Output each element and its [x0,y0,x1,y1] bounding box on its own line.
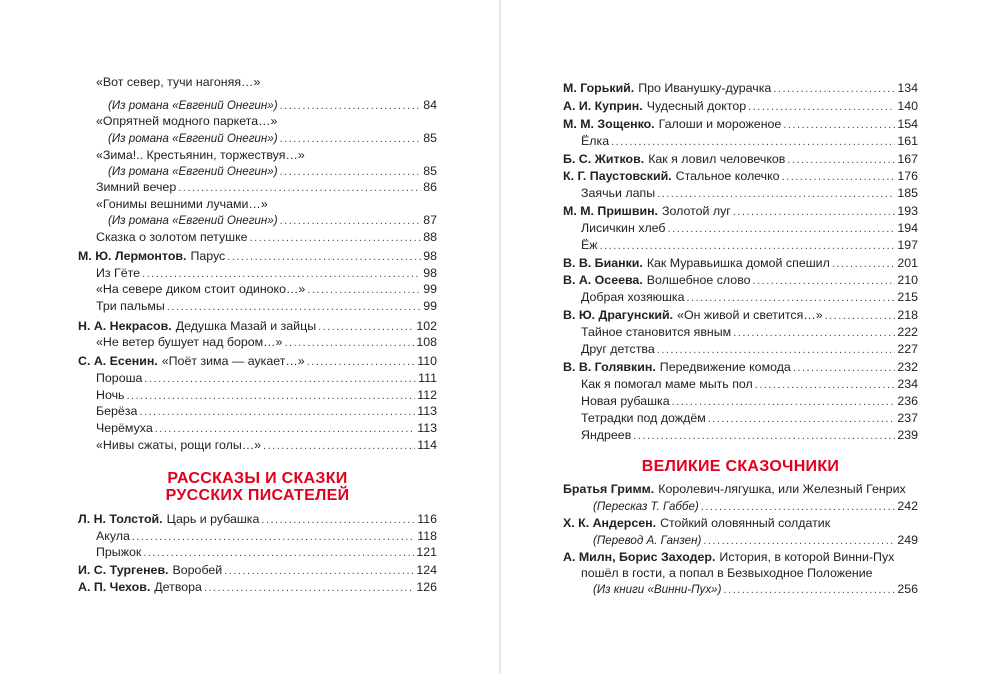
toc-entry[interactable]: С. А. Есенин. «Поёт зима — аукает…» ..... 110 [78,352,437,370]
page-number: 134 [897,81,918,95]
page-number: 218 [897,308,918,322]
page-number: 121 [416,545,437,559]
dot-leader [143,544,414,562]
page-number: 87 [423,213,437,227]
page-number: 110 [417,354,437,368]
toc-entry[interactable]: Ёж ..... 197 [563,236,918,254]
toc-entry[interactable]: (Пересказ Т. Габбе) ..... 242 [563,497,918,515]
page-number: 118 [417,529,437,543]
toc-entry[interactable]: Три пальмы ..... 99 [78,297,437,315]
dot-leader [748,98,895,116]
toc-entry[interactable]: «Нивы сжаты, рощи голы…» ..... 114 [78,436,437,454]
toc-entry[interactable]: М. Горький. Про Иванушку-дурачка ..... 134 [563,79,918,97]
toc-entry[interactable]: М. Ю. Лермонтов. Парус ..... 98 [78,247,437,265]
page-number: 116 [417,512,437,526]
page-number: 256 [897,582,918,596]
dot-leader [723,581,895,599]
page-number: 140 [897,99,918,113]
page-number: 197 [897,238,918,252]
dot-leader [250,229,422,247]
page-number: 126 [416,580,437,594]
page-number: 108 [416,335,437,349]
toc-entry[interactable]: М. М. Зощенко. Галоши и мороженое ..... 154 [563,115,918,133]
page-number: 98 [423,266,437,280]
toc-entry[interactable]: Заячьи лапы ..... 185 [563,184,918,202]
toc-entry[interactable]: Л. Н. Толстой. Царь и рубашка ..... 116 [78,510,437,528]
dot-leader [600,237,896,255]
page-number: 85 [423,164,437,178]
toc-entry[interactable]: Берёза ..... 113 [78,402,437,420]
toc-entry[interactable]: Как я помогал маме мыть пол ..... 234 [563,375,918,393]
page-number: 102 [416,319,437,333]
page-number: 249 [897,533,918,547]
author-name: Х. К. Андерсен. [563,516,657,530]
page-number: 227 [897,342,918,356]
toc-entry[interactable]: «Зима!.. Крестьянин, торжествуя…» [96,148,305,162]
page-number: 167 [897,152,918,166]
page-number: 98 [423,249,437,263]
page-number: 176 [897,169,918,183]
toc-entry[interactable]: К. Г. Паустовский. Стальное колечко ..... 176 [563,167,918,185]
toc-entry[interactable]: Акула ..... 118 [78,527,437,545]
toc-entry[interactable]: «Вот север, тучи нагоняя…» [96,75,261,89]
toc-entry[interactable]: Сказка о золотом петушке ..... 88 [78,228,437,246]
toc-entry[interactable]: пошёл в гости, а попал в Безвыходное Положение [581,566,873,580]
toc-entry[interactable]: (Из романа «Евгений Онегин») ..... 85 [78,129,437,147]
page-spine [499,0,501,673]
toc-entry[interactable]: Ёлка ..... 161 [563,132,918,150]
dot-leader [657,341,896,359]
author-name: М. Горький. [563,81,635,95]
toc-entry[interactable]: (Из романа «Евгений Онегин») ..... 87 [78,211,437,229]
page-number: 236 [897,394,918,408]
author-name: Братья Гримм. [563,482,655,496]
page-number: 161 [897,134,918,148]
page-number: 111 [418,371,437,385]
toc-entry[interactable]: «На севере диком стоит одиноко…» ..... 99 [78,280,437,298]
toc-entry[interactable]: Зимний вечер ..... 86 [78,178,437,196]
dot-leader [686,289,895,307]
page-number: 114 [417,438,437,452]
toc-entry[interactable]: В. А. Осеева. Волшебное слово ..... 210 [563,271,918,289]
toc-entry[interactable]: Н. А. Некрасов. Дедушка Мазай и зайцы ..... 102 [78,317,437,335]
author-name: А. Милн, Борис Заходер. [563,550,716,564]
toc-entry[interactable]: Х. К. Андерсен. Стойкий оловянный солдатик [563,516,831,530]
author-name: В. Ю. Драгунский. [563,308,674,322]
page-number: 112 [417,388,437,402]
dot-leader [633,427,895,445]
dot-leader [773,80,895,98]
toc-entry[interactable]: Братья Гримм. Королевич-лягушка, или Железный Генрих [563,482,906,496]
dot-leader [167,298,421,316]
toc-entry[interactable]: (Из романа «Евгений Онегин») ..... 85 [78,162,437,180]
toc-entry[interactable]: (Из книги «Винни-Пух») ..... 256 [563,580,918,598]
page-number: 113 [417,404,437,418]
page-number: 124 [416,563,437,577]
toc-entry[interactable]: Тетрадки под дождём ..... 237 [563,409,918,427]
toc-entry[interactable]: Яндреев ..... 239 [563,426,918,444]
page-number: 85 [423,131,437,145]
page-number: 113 [417,421,437,435]
page-number: 86 [423,180,437,194]
toc-entry[interactable]: В. В. Голявкин. Передвижение комода ..... 232 [563,358,918,376]
toc-entry[interactable]: А. П. Чехов. Детвора ..... 126 [78,578,437,596]
author-name: Л. Н. Толстой. [78,512,163,526]
toc-entry[interactable]: Тайное становится явным ..... 222 [563,323,918,341]
page-number: 242 [897,499,918,513]
toc-entry[interactable]: (Из романа «Евгений Онегин») ..... 84 [78,96,437,114]
toc-entry[interactable]: Новая рубашка ..... 236 [563,392,918,410]
page-number: 99 [423,299,437,313]
toc-entry[interactable]: Друг детства ..... 227 [563,340,918,358]
author-name: А. И. Куприн. [563,99,643,113]
dot-leader [611,133,895,151]
toc-entry[interactable]: Из Гёте ..... 98 [78,264,437,282]
toc-entry[interactable]: Добрая хозяюшка ..... 215 [563,288,918,306]
toc-entry[interactable]: А. Милн, Борис Заходер. История, в которой Винни-Пух [563,550,895,564]
page-number: 193 [897,204,918,218]
section-heading: РУССКИХ ПИСАТЕЛЕЙ [165,487,350,504]
dot-leader [284,334,414,352]
toc-entry[interactable]: И. С. Тургенев. Воробей ..... 124 [78,561,437,579]
toc-entry[interactable]: В. В. Бианки. Как Муравьишка домой спешил ..... 201 [563,254,918,272]
toc-entry[interactable]: Ночь ..... 112 [78,386,437,404]
dot-leader [657,185,895,203]
author-name: Н. А. Некрасов. [78,319,172,333]
author-name: В. А. Осеева. [563,273,643,287]
author-name: И. С. Тургенев. [78,563,169,577]
toc-entry[interactable]: М. М. Пришвин. Золотой луг ..... 193 [563,202,918,220]
page-number: 232 [897,360,918,374]
toc-entry[interactable]: Пороша ..... 111 [78,369,437,387]
page-number: 215 [897,290,918,304]
page-number: 88 [423,230,437,244]
page-number: 237 [897,411,918,425]
page-number: 210 [897,273,918,287]
toc-entry[interactable]: «Опрятней модного паркета…» [96,114,278,128]
page-number: 222 [897,325,918,339]
author-name: Б. С. Житков. [563,152,645,166]
author-name: А. П. Чехов. [78,580,151,594]
dot-leader [263,437,415,455]
page-number: 239 [897,428,918,442]
toc-entry[interactable]: «Гонимы вешними лучами…» [96,197,268,211]
toc-entry[interactable]: Лисичкин хлеб ..... 194 [563,219,918,237]
toc-entry[interactable]: (Перевод А. Ганзен) ..... 249 [563,531,918,549]
page-number: 194 [897,221,918,235]
page-number: 84 [423,98,437,112]
toc-entry[interactable]: Б. С. Житков. Как я ловил человечков ..... 167 [563,150,918,168]
author-name: М. М. Пришвин. [563,204,658,218]
section-heading: ВЕЛИКИЕ СКАЗОЧНИКИ [641,458,840,475]
page-number: 185 [897,186,918,200]
page-number: 234 [897,377,918,391]
dot-leader [204,579,414,597]
toc-entry[interactable]: «Не ветер бушует над бором…» ..... 108 [78,333,437,351]
section-heading: РАССКАЗЫ И СКАЗКИ [167,470,348,487]
author-name: С. А. Есенин. [78,354,158,368]
toc-entry[interactable]: А. И. Куприн. Чудесный доктор ..... 140 [563,97,918,115]
author-name: В. В. Голявкин. [563,360,656,374]
author-name: М. Ю. Лермонтов. [78,249,187,263]
page-number: 99 [423,282,437,296]
toc-entry[interactable]: Прыжок ..... 121 [78,543,437,561]
author-name: К. Г. Паустовский. [563,169,672,183]
toc-entry[interactable]: Черёмуха ..... 113 [78,419,437,437]
author-name: М. М. Зощенко. [563,117,655,131]
author-name: В. В. Бианки. [563,256,643,270]
page-number: 154 [897,117,918,131]
page-number: 201 [897,256,918,270]
toc-entry[interactable]: В. Ю. Драгунский. «Он живой и светится…» ..... 218 [563,306,918,324]
